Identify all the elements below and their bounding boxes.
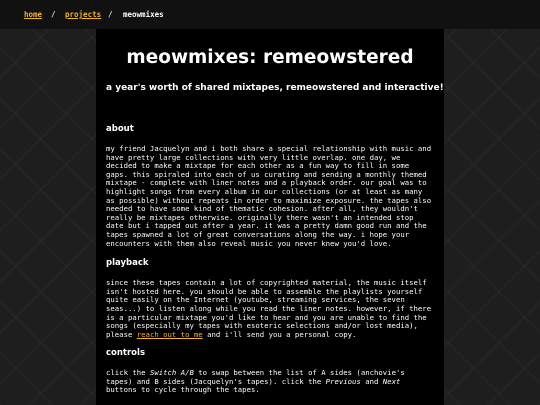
switch-term: Switch A/B xyxy=(149,368,194,378)
previous-term: Previous xyxy=(325,376,361,386)
playback-text-part: since these tapes contain a lot of copyrighted material, the music itself isn't hosted here. you should be able to assemble the playlists yourself quite easily on the Internet (youtube, streaming services, the seven seas...) to listen along while you read the liner notes. however, if there is a particular mixtape you'd like to hear and you are unable to find the songs (especially my tapes with esoteric selections and/or lost media), please xyxy=(106,278,432,339)
breadcrumb-projects-link[interactable]: projects xyxy=(65,10,102,19)
section-heading-about: about xyxy=(106,124,134,134)
breadcrumb-home-link[interactable]: home xyxy=(24,10,43,19)
playback-text-part: and i'll send you a personal copy. xyxy=(202,329,357,339)
page-title: meowmixes: remeowstered xyxy=(126,47,414,68)
controls-text-part: click the xyxy=(106,368,150,378)
section-heading-playback: playback xyxy=(106,258,149,269)
page-subtitle: a year's worth of shared mixtapes, remeowstered and interactive! xyxy=(106,83,444,93)
breadcrumb-separator: / xyxy=(51,10,56,19)
controls-text-part: buttons to cycle through the tapes. xyxy=(106,385,260,395)
top-nav-bar xyxy=(0,0,540,29)
breadcrumb-current: meowmixes xyxy=(123,10,164,19)
controls-text xyxy=(106,369,434,395)
breadcrumb-separator: / xyxy=(108,10,113,19)
section-heading-controls: controls xyxy=(106,348,145,359)
playback-text xyxy=(106,279,434,339)
content-panel xyxy=(96,29,444,405)
about-text: my friend Jacquelyn and i both share a special relationship with music and have pretty large collections with very little overlap. one day, we decided to make a mixtape for each other as a fun way to fill in some gaps. this spiraled into each of us curating and sending a monthly themed mixtape - complete with liner notes and a playback order. our goal was to highlight songs from every album in our collections (or at least as many as possible) without repeats in order to maximize exposure. the tapes also needed to have some kind of thematic cohesion. after all, they wouldn't really be mixtapes otherwise. originally there wasn't an intended stop date but i tapped out after a year. it was a pretty damn good run and the tapes spawned a lot of great conversations along the way. i hope your encounters with them also reveal music you never knew you'd love. xyxy=(106,144,432,248)
controls-text-part: to swap between the list of A sides (anchovie's tapes) and B sides (Jacquelyn's tapes). click the xyxy=(106,368,405,386)
controls-text-part: and xyxy=(360,376,383,386)
next-term: Next xyxy=(382,376,401,386)
contact-link[interactable]: reach out to me xyxy=(136,329,203,339)
